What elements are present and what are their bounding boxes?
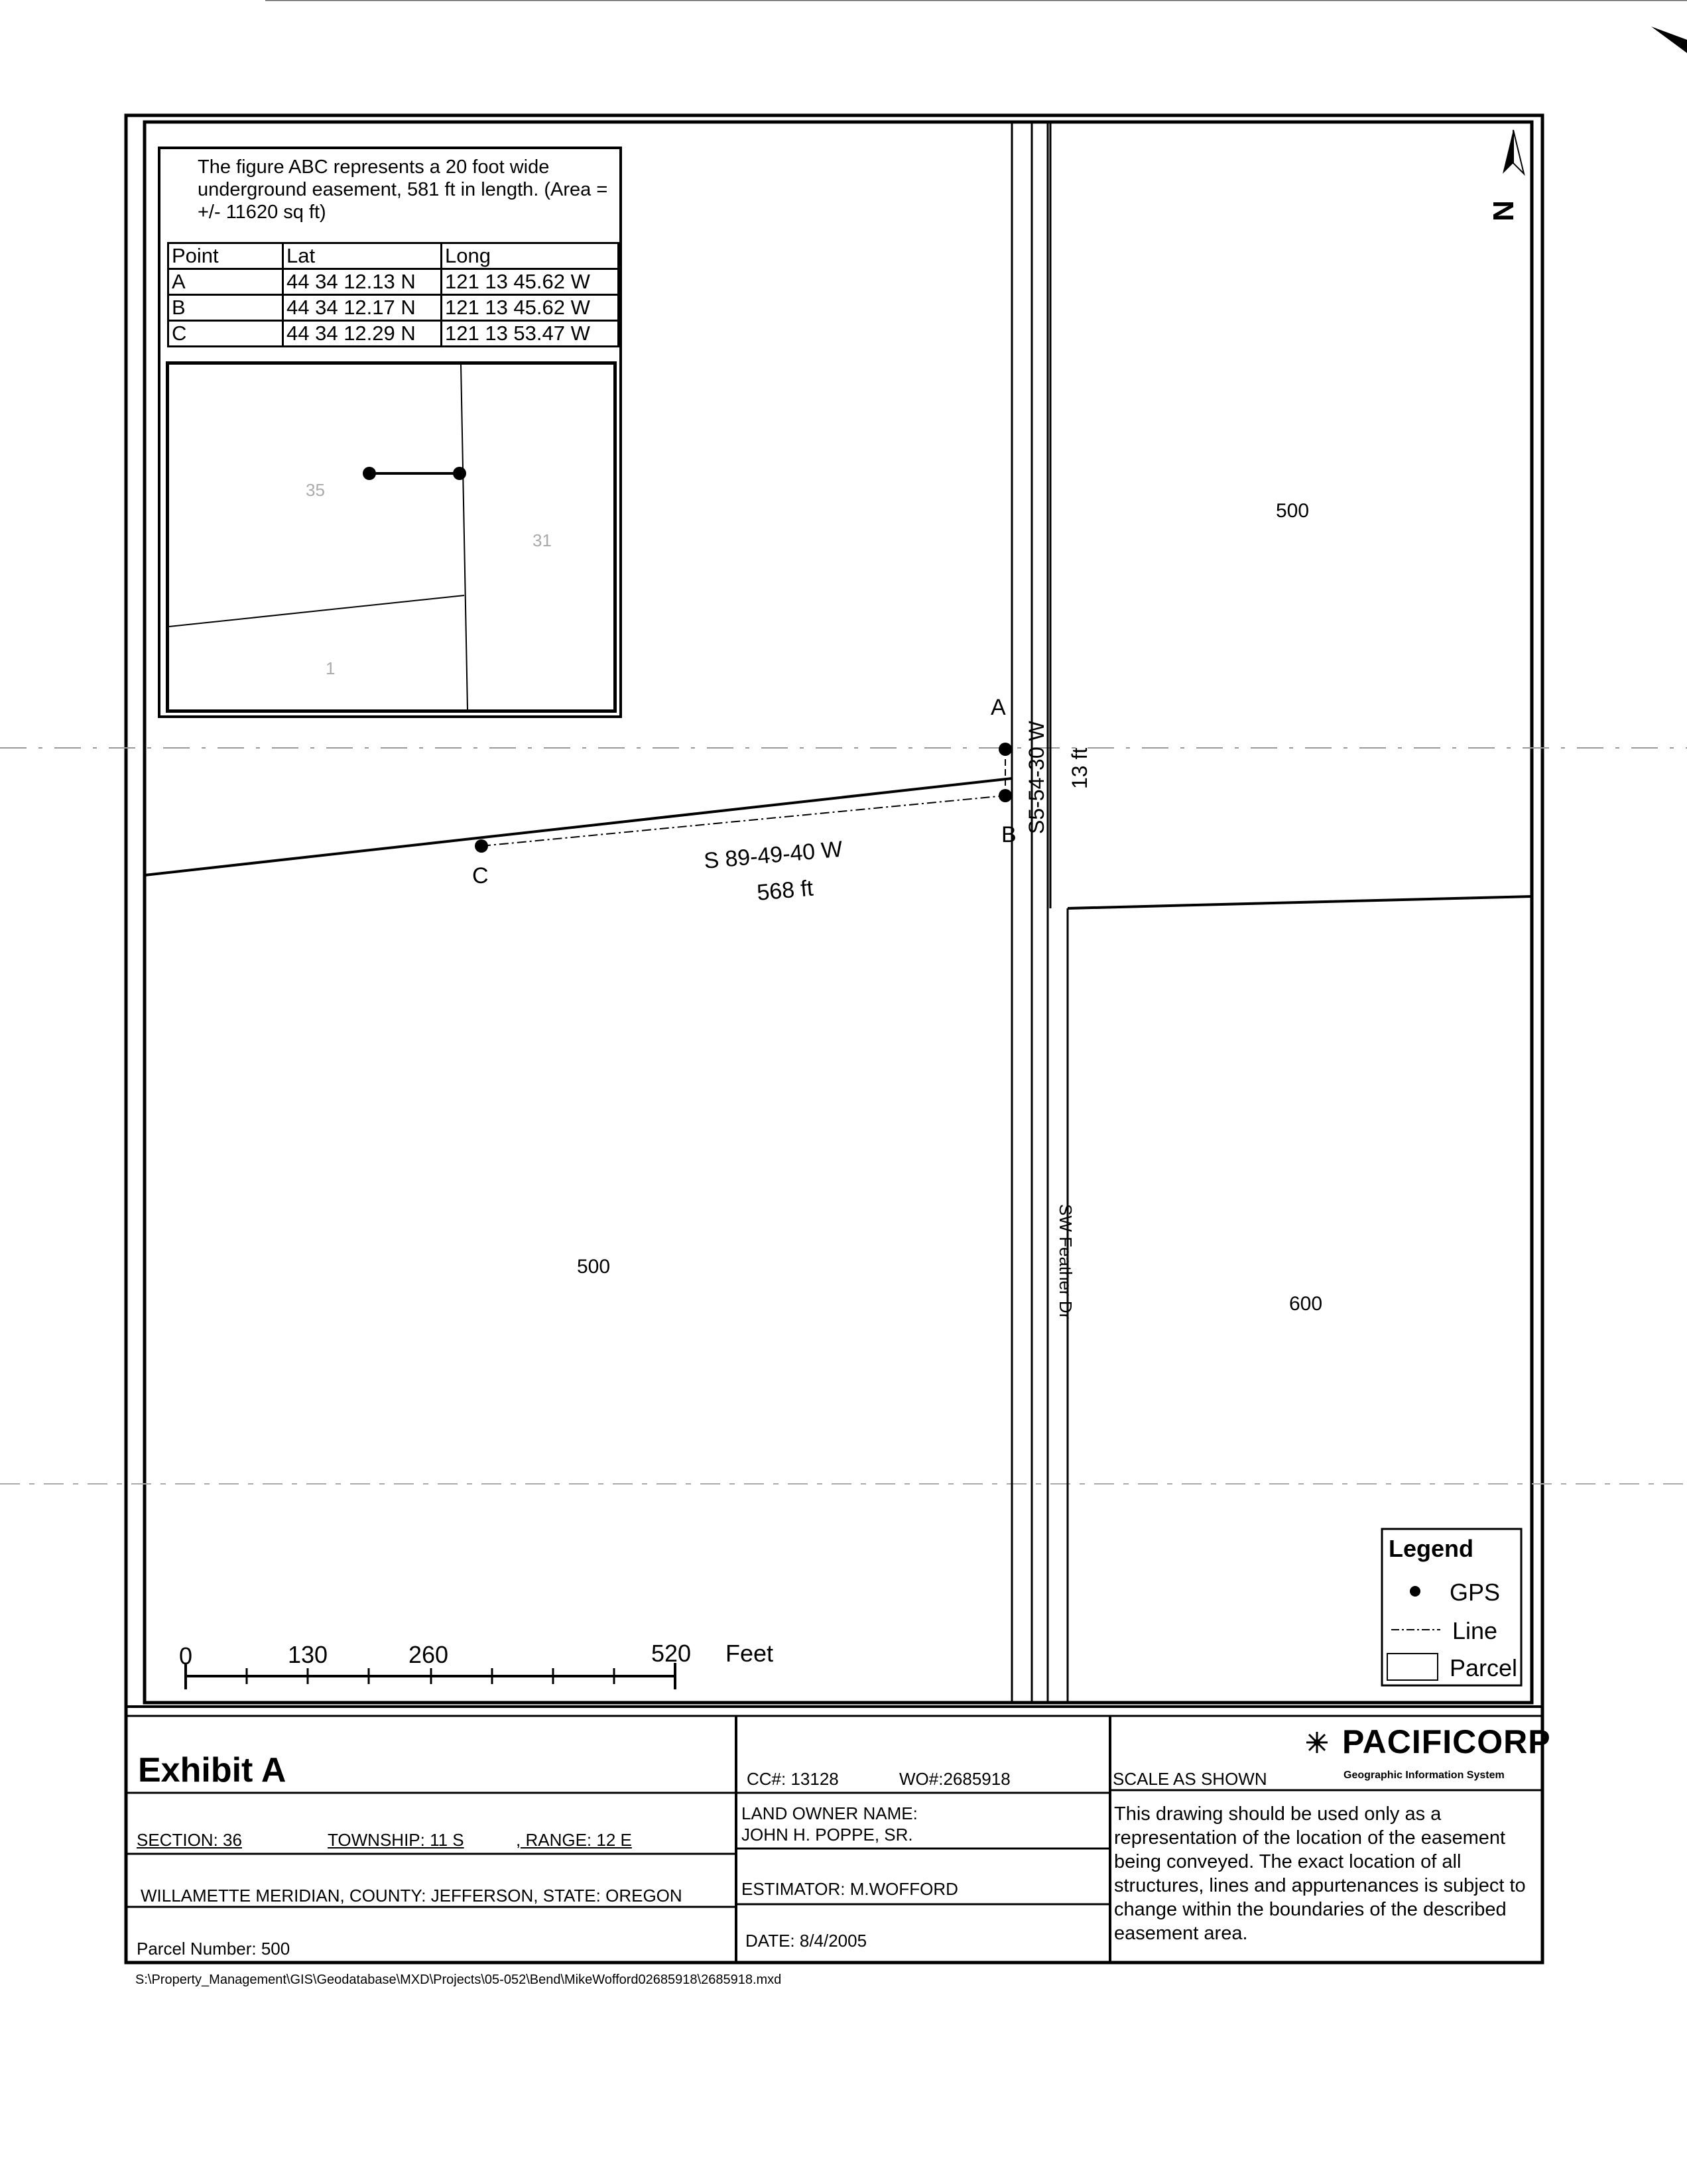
bearing-ab-label: S5-54-30 W [1025,721,1048,834]
date: DATE: 8/4/2005 [745,1931,867,1951]
parcel-boundary [145,778,1012,875]
bearing-bc-label: S 89-49-40 W [702,836,844,874]
easement-info-box [158,147,622,718]
gps-point-a [999,743,1012,756]
header-point: Point [168,243,283,269]
point-label-c: C [472,863,489,888]
cc-number: CC#: 13128 [747,1769,839,1789]
point-label-b: B [1001,822,1017,847]
file-path: S:\Property_Management\GIS\Geodatabase\MXD\Projects\05-052\Bend\MikeWofford02685918\2685918.mxd [135,1972,782,1987]
inset-section-label: 35 [306,480,325,500]
easement-description: The figure ABC represents a 20 foot wide underground easement, 581 ft in length. (Area = +/- 11620 sq ft) [198,156,608,223]
gps-point-b [999,789,1012,802]
parcel-label: 600 [1289,1293,1323,1315]
legend-item-line: Line [1452,1617,1498,1644]
township-field: TOWNSHIP: 11 S [328,1830,464,1850]
parcel-boundary [1068,896,1532,908]
legend-parcel-icon [1387,1654,1438,1680]
cell-lat: 44 34 12.13 N [283,269,442,295]
cell-point: A [168,269,283,295]
length-ab-label: 13 ft [1068,747,1092,789]
parcel-label: 500 [577,1256,611,1278]
range-field: , RANGE: 12 E [516,1830,632,1850]
meridian-county-state: WILLAMETTE MERIDIAN, COUNTY: JEFFERSON, STATE: OREGON [141,1886,682,1906]
section-field: SECTION: 36 [137,1830,242,1850]
wo-number: WO#:2685918 [899,1769,1011,1789]
scale-tick-label: 0 [179,1642,193,1669]
scale-tick-label: 520 [651,1640,692,1667]
road-name-label: SW Feather Dr [1056,1204,1076,1319]
cell-long: 121 13 45.62 W [442,269,619,295]
cell-long: 121 13 45.62 W [442,295,619,321]
north-label: N [1486,200,1519,221]
scale-unit-label: Feet [725,1640,774,1667]
north-arrow-icon [1503,130,1524,174]
table-row [168,321,619,347]
cell-point: C [168,321,283,347]
scale-note: SCALE AS SHOWN [1113,1769,1267,1789]
parcel-label: 500 [1276,500,1310,522]
corner-scan-mark [1651,27,1687,53]
legend-gps-icon [1410,1586,1420,1597]
gps-point-c [475,839,488,853]
header-lat: Lat [283,243,442,269]
cell-point: B [168,295,283,321]
table-header-row [168,243,619,269]
estimator: ESTIMATOR: M.WOFFORD [741,1879,958,1899]
legend-item-parcel: Parcel [1450,1654,1518,1681]
table-row [168,295,619,321]
easement-line-bc [481,796,1005,846]
cell-lat: 44 34 12.29 N [283,321,442,347]
legend-item-gps: GPS [1450,1579,1501,1606]
company-subtitle: Geographic Information System [1343,1770,1505,1781]
pacificorp-logo-icon [1306,1732,1328,1753]
scale-tick-label: 260 [408,1641,449,1668]
coordinate-table [167,242,619,347]
land-owner-name: JOHN H. POPPE, SR. [741,1825,913,1845]
scale-tick-label: 130 [288,1641,328,1668]
disclaimer-text: This drawing should be used only as a representation of the location of the easement being conveyed. The exact location of all structures, lines and appurtenances is subject to change within the boundaries of the described easement area. [1114,1803,1526,1944]
header-long: Long [442,243,619,269]
legend-title: Legend [1389,1535,1474,1562]
inset-section-label: 1 [326,658,336,678]
land-owner-label: LAND OWNER NAME: [741,1803,918,1823]
point-label-a: A [991,695,1006,720]
inset-section-label: 31 [532,530,552,550]
inset-locator-map [166,361,617,713]
company-name: PACIFICORP [1342,1723,1551,1760]
table-row [168,269,619,295]
parcel-number: Parcel Number: 500 [137,1939,290,1959]
exhibit-title: Exhibit A [138,1751,286,1790]
length-bc-label: 568 ft [755,875,814,906]
cell-long: 121 13 53.47 W [442,321,619,347]
cell-lat: 44 34 12.17 N [283,295,442,321]
